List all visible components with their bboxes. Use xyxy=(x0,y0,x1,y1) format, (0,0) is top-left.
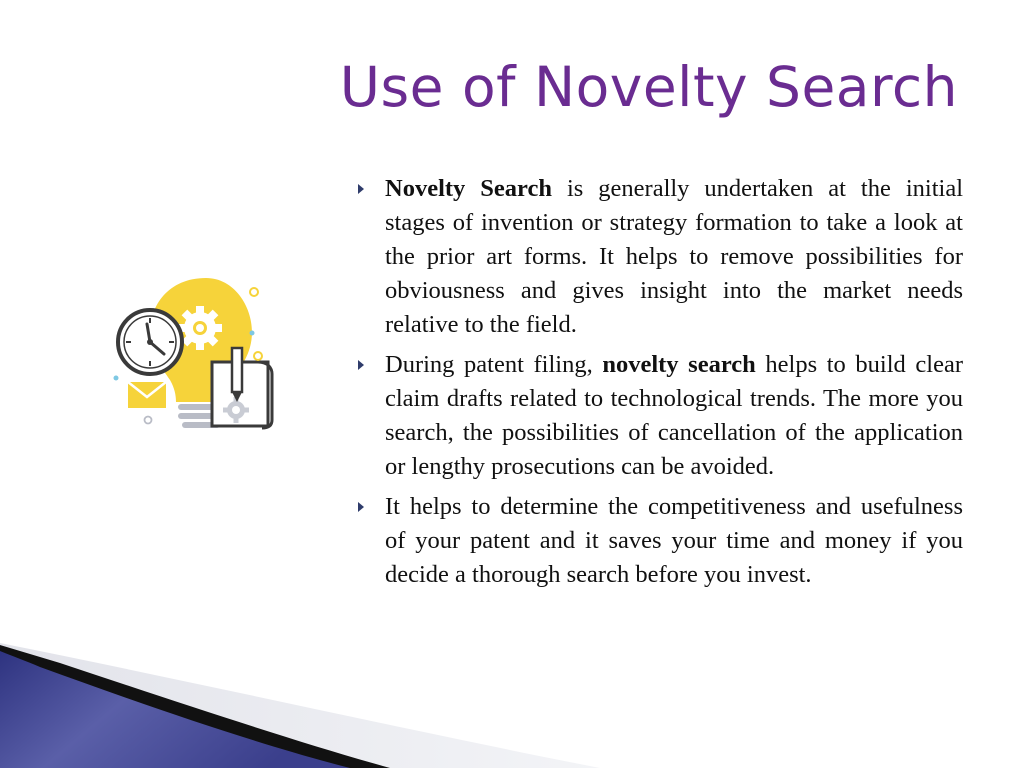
gear-icon xyxy=(178,306,222,350)
bullet-pre: During patent filing, xyxy=(385,351,603,378)
pencil-icon xyxy=(232,348,242,402)
bullet-rest: is generally undertaken at the initial stages of invention or strategy formation to take a look at the prior art forms. It helps to remove possibilities for obviousness and gives insight into the market needs relative to the field. xyxy=(385,175,963,338)
bullet-text xyxy=(385,172,963,342)
bullet-rest: helps to build clear claim drafts related to technological trends. The more you search, the possibilities of cancellation of the application or lengthy prosecutions can be avoided. xyxy=(385,351,963,480)
bullet-bold: novelty search xyxy=(602,351,756,378)
bullet-text xyxy=(385,490,963,592)
bullet-item xyxy=(356,172,963,342)
dot-icon xyxy=(250,288,258,296)
footer-swoosh-decoration xyxy=(0,643,1024,768)
bullet-text xyxy=(385,348,963,484)
dot-icon xyxy=(254,352,262,360)
dot-icon xyxy=(250,331,255,336)
bullet-item xyxy=(356,348,963,484)
idea-illustration xyxy=(108,270,288,440)
bullet-list xyxy=(356,172,963,598)
bullet-pre: It helps to determine the competitiveness and usefulness of your patent and it saves your time and money if you decide a thorough search before you invest. xyxy=(385,493,963,588)
envelope-icon xyxy=(128,382,166,408)
bullet-item xyxy=(356,490,963,592)
bullet-arrow-icon xyxy=(358,502,364,512)
bullet-arrow-icon xyxy=(358,360,364,370)
dot-icon xyxy=(114,376,119,381)
bullet-lead-bold: Novelty Search xyxy=(385,175,552,202)
bullet-arrow-icon xyxy=(358,184,364,194)
dot-icon xyxy=(145,417,152,424)
clock-icon xyxy=(118,310,182,374)
slide-title: Use of Novelty Search xyxy=(339,55,958,119)
